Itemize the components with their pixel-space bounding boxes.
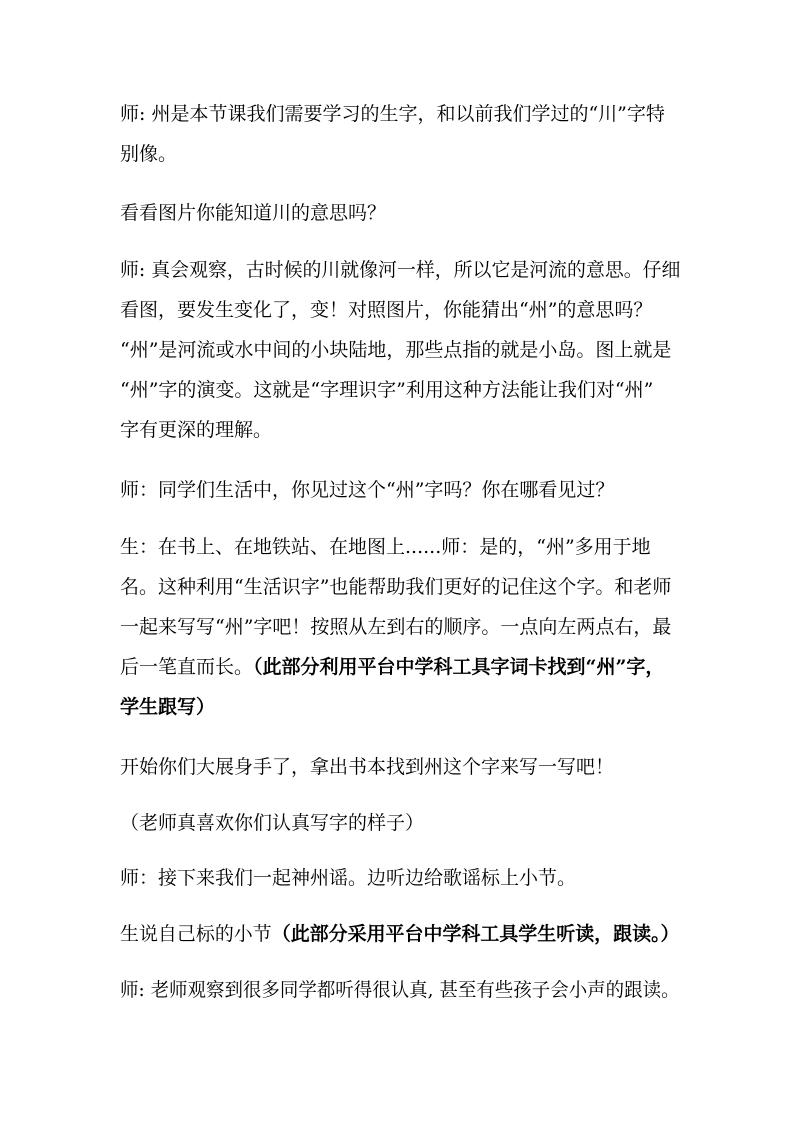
bold-note: 学生跟写） <box>120 696 216 718</box>
text-line: 看图，要发生变化了，变！对照图片，你能猜出“州”的意思吗？ <box>120 299 653 321</box>
bold-note: （此部分利用平台中学科工具字词卡找到“州”字， <box>253 656 665 678</box>
paragraph-intro <box>120 94 680 174</box>
text-line: 师：同学们生活中，你见过这个“州”字吗？你在哪看见过？ <box>120 479 615 501</box>
text-line: （老师真喜欢你们认真写字的样子） <box>120 812 425 834</box>
paragraph-song <box>120 858 680 898</box>
text-line: 开始你们大展身手了，拿出书本找到州这个字来写一写吧！ <box>120 756 615 778</box>
text-line: 一起来写写“州”字吧！按照从左到右的顺序。一点向左两点右，最 <box>120 616 672 638</box>
text-line: “州”是河流或水中间的小块陆地，那些点指的就是小岛。图上就是 <box>120 339 672 361</box>
text-line: 看看图片你能知道川的意思吗？ <box>120 202 387 224</box>
paragraph-student-answer <box>120 527 680 727</box>
paragraph-praise <box>120 803 680 843</box>
text-line: 师: 老师观察到很多同学都听得很认真, 甚至有些孩子会小声的跟读。 <box>120 979 680 1001</box>
bold-note: （此部分采用平台中学科工具学生听读，跟读。） <box>271 923 680 945</box>
text-line: 字有更深的理解。 <box>120 419 273 441</box>
text-line <box>120 647 680 687</box>
paragraph-observation <box>120 970 680 1010</box>
text-segment: 后一笔直而长。 <box>120 656 254 678</box>
text-line: 师: 真会观察，古时候的川就像河一样，所以它是河流的意思。仔细 <box>120 259 681 281</box>
text-line: 师：接下来我们一起神州谣。边听边给歌谣标上小节。 <box>120 867 577 889</box>
paragraph-start-writing <box>120 747 680 787</box>
text-line <box>120 914 679 954</box>
text-segment: 生说自己标的小节 <box>120 923 272 945</box>
paragraph-student-sections <box>120 914 680 954</box>
text-line: 别像。 <box>120 143 178 165</box>
text-line: 名。这种利用“生活识字”也能帮助我们更好的记住这个字。和老师 <box>120 576 672 598</box>
paragraph-explanation <box>120 250 680 450</box>
text-line: 师: 州是本节课我们需要学习的生字，和以前我们学过的“川”字特 <box>120 103 665 125</box>
text-line: “州”字的演变。这就是“字理识字”利用这种方法能让我们对“州” <box>120 379 654 401</box>
text-line: 生：在书上、在地铁站、在地图上......师：是的，“州”多用于地 <box>120 536 651 558</box>
paragraph-teacher-question <box>120 470 680 510</box>
paragraph-question <box>120 193 680 233</box>
